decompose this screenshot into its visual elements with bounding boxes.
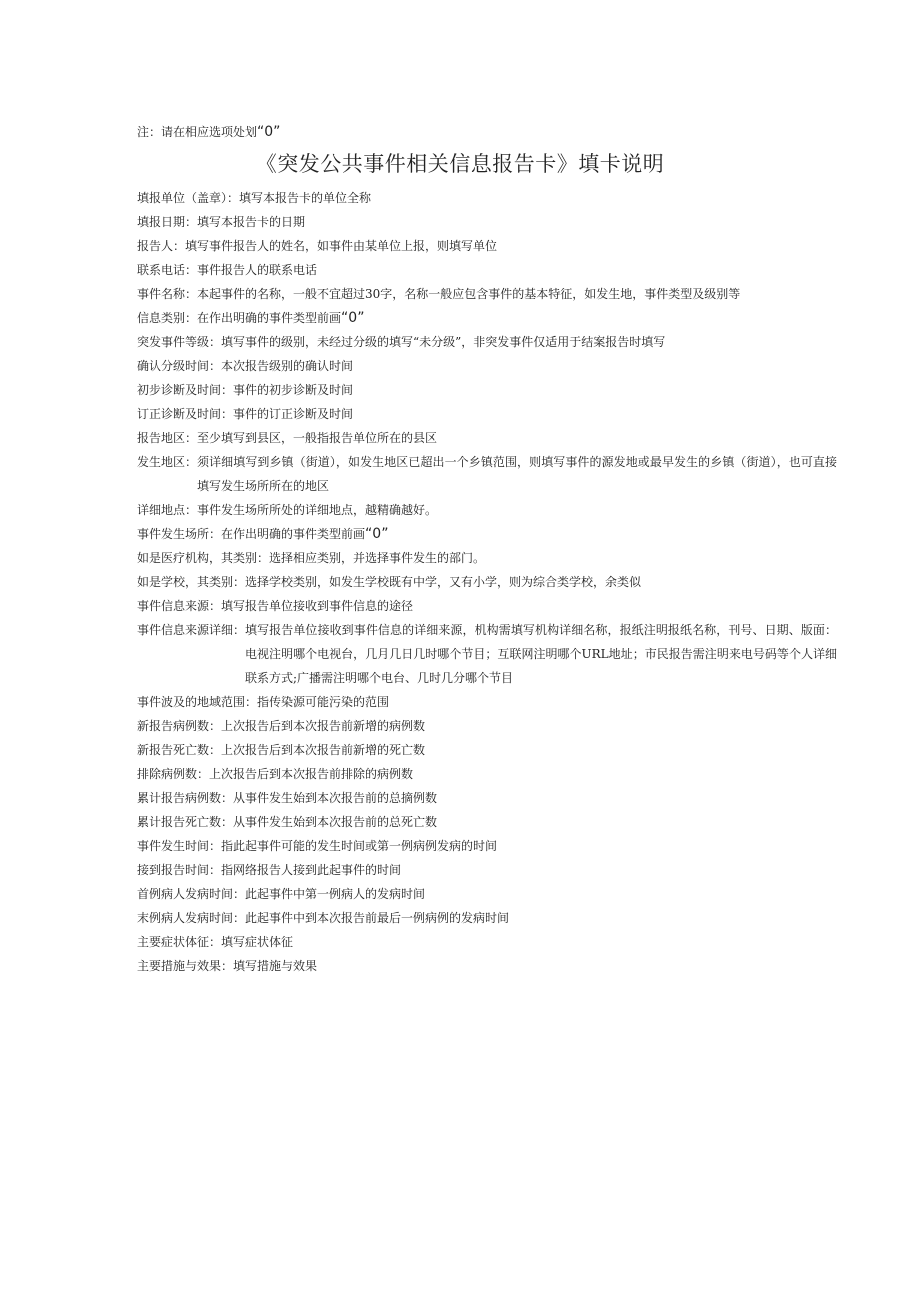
field-instructions-list bbox=[137, 186, 837, 978]
entry-occurrence-region bbox=[137, 450, 837, 498]
entry-text: 本次报告级别的确认时间 bbox=[221, 359, 354, 373]
entry-reporting-unit bbox=[137, 186, 837, 210]
entry-main-symptoms bbox=[137, 930, 837, 954]
entry-label: 详细地点： bbox=[137, 503, 198, 517]
entry-label: 填报单位（盖章）： bbox=[137, 191, 240, 205]
entry-label: 事件名称： bbox=[137, 287, 198, 301]
entry-new-cases bbox=[137, 714, 837, 738]
entry-new-deaths bbox=[137, 738, 837, 762]
entry-label: 首例病人发病时间： bbox=[137, 887, 246, 901]
entry-label: 发生地区： bbox=[137, 455, 198, 469]
entry-text: 填写报告单位接收到事件信息的途径 bbox=[221, 599, 414, 613]
entry-text: 上次报告后到本次报告前排除的病例数 bbox=[209, 767, 414, 781]
entry-last-onset-time bbox=[137, 906, 837, 930]
entry-info-source bbox=[137, 594, 837, 618]
entry-label: 报告地区： bbox=[137, 431, 198, 445]
entry-text: 填写事件的级别，未经过分级的填写“未分级”，非突发事件仅适用于结案报告时填写 bbox=[221, 335, 666, 349]
entry-cumulative-deaths bbox=[137, 810, 837, 834]
entry-event-level bbox=[137, 330, 837, 354]
entry-label: 新报告病例数： bbox=[137, 719, 222, 733]
instruction-note bbox=[137, 122, 280, 142]
entry-label: 累计报告死亡数： bbox=[137, 815, 234, 829]
entry-text: 事件发生场所所处的详细地点，越精确越好。 bbox=[197, 503, 438, 517]
instruction-note-text: 注：请在相应选项处划 bbox=[137, 125, 258, 139]
entry-label: 初步诊断及时间： bbox=[137, 383, 234, 397]
entry-revised-diagnosis bbox=[137, 402, 837, 426]
entry-cumulative-cases bbox=[137, 786, 837, 810]
entry-label: 信息类别： bbox=[137, 311, 198, 325]
entry-text: 从事件发生始到本次报告前的总摘例数 bbox=[233, 791, 438, 805]
entry-report-received-time bbox=[137, 858, 837, 882]
entry-label: 排除病例数： bbox=[137, 767, 210, 781]
entry-text: 此起事件中第一例病人的发病时间 bbox=[245, 887, 426, 901]
entry-text: 指网络报告人接到此起事件的时间 bbox=[221, 863, 402, 877]
entry-label: 主要措施与效果： bbox=[137, 959, 234, 973]
entry-text-main: 在作出明确的事件类型前画 bbox=[221, 527, 366, 541]
entry-label: 事件信息来源： bbox=[137, 599, 222, 613]
entry-text: 上次报告后到本次报告前新增的死亡数 bbox=[221, 743, 426, 757]
entry-label: 联系电话： bbox=[137, 263, 198, 277]
entry-mark: “0” bbox=[365, 526, 389, 542]
entry-text: 选择相应类别，并选择事件发生的部门。 bbox=[269, 551, 486, 565]
entry-text: 上次报告后到本次报告前新增的病例数 bbox=[221, 719, 426, 733]
entry-text: 填写报告单位接收到事件信息的详细来源，机构需填写机构详细名称，报纸注明报纸名称，刊号、日期、版面：电视注明哪个电视台，几月几日几时哪个节目；互联网注明哪个URL地址；市民报告需注明来电号码等个人详细联系方式;广播需注明哪个电台、几时几分哪个节目 bbox=[245, 623, 837, 685]
entry-medical-institution bbox=[137, 546, 837, 570]
entry-label: 订正诊断及时间： bbox=[137, 407, 234, 421]
entry-label: 突发事件等级： bbox=[137, 335, 222, 349]
entry-label: 确认分级时间： bbox=[137, 359, 222, 373]
entry-text: 填写本报告卡的日期 bbox=[197, 215, 306, 229]
entry-reporter bbox=[137, 234, 837, 258]
entry-label: 如是学校，其类别： bbox=[137, 575, 246, 589]
entry-text: 指传染源可能污染的范围 bbox=[257, 695, 390, 709]
entry-info-category bbox=[137, 306, 837, 330]
entry-report-region bbox=[137, 426, 837, 450]
entry-text: 填写事件报告人的姓名，如事件由某单位上报，则填写单位 bbox=[185, 239, 498, 253]
entry-label: 累计报告病例数： bbox=[137, 791, 234, 805]
entry-detailed-location bbox=[137, 498, 837, 522]
document-title: 《突发公共事件相关信息报告卡》填卡说明 bbox=[255, 152, 665, 176]
entry-label: 接到报告时间： bbox=[137, 863, 222, 877]
entry-text: 须详细填写到乡镇（街道），如发生地区已超出一个乡镇范围，则填写事件的源发地或最早发生的乡镇（街道），也可直接填写发生场所所在的地区 bbox=[197, 455, 837, 493]
entry-label: 主要症状体征： bbox=[137, 935, 222, 949]
entry-text: 填写措施与效果 bbox=[233, 959, 318, 973]
entry-phone bbox=[137, 258, 837, 282]
entry-label: 报告人： bbox=[137, 239, 186, 253]
entry-event-time bbox=[137, 834, 837, 858]
entry-label: 事件波及的地域范围： bbox=[137, 695, 258, 709]
entry-text-main: 在作出明确的事件类型前画 bbox=[197, 311, 342, 325]
entry-text: 指此起事件可能的发生时间或第一例病例发病的时间 bbox=[221, 839, 498, 853]
entry-text: 事件的订正诊断及时间 bbox=[233, 407, 354, 421]
entry-affected-area bbox=[137, 690, 837, 714]
entry-label: 如是医疗机构，其类别： bbox=[137, 551, 270, 565]
entry-label: 事件信息来源详细： bbox=[137, 623, 246, 637]
instruction-note-mark: “0” bbox=[257, 124, 281, 140]
entry-label: 末例病人发病时间： bbox=[137, 911, 246, 925]
entry-text: 此起事件中到本次报告前最后一例病例的发病时间 bbox=[245, 911, 510, 925]
entry-event-venue bbox=[137, 522, 837, 546]
entry-text bbox=[221, 522, 837, 546]
entry-text: 事件报告人的联系电话 bbox=[197, 263, 318, 277]
entry-label: 事件发生场所： bbox=[137, 527, 222, 541]
entry-text: 至少填写到县区，一般指报告单位所在的县区 bbox=[197, 431, 438, 445]
entry-text: 本起事件的名称，一般不宜超过30字，名称一般应包含事件的基本特征，如发生地，事件类型及级别等 bbox=[197, 287, 741, 301]
entry-label: 填报日期： bbox=[137, 215, 198, 229]
entry-text: 选择学校类别，如发生学校既有中学，又有小学，则为综合类学校，余类似 bbox=[245, 575, 642, 589]
entry-mark: “0” bbox=[341, 310, 365, 326]
entry-text bbox=[197, 306, 837, 330]
entry-text: 填写症状体征 bbox=[221, 935, 294, 949]
entry-text: 填写本报告卡的单位全称 bbox=[239, 191, 372, 205]
entry-text: 从事件发生始到本次报告前的总死亡数 bbox=[233, 815, 438, 829]
entry-event-name bbox=[137, 282, 837, 306]
entry-first-onset-time bbox=[137, 882, 837, 906]
entry-level-confirm-time bbox=[137, 354, 837, 378]
entry-text: 事件的初步诊断及时间 bbox=[233, 383, 354, 397]
entry-excluded-cases bbox=[137, 762, 837, 786]
entry-school bbox=[137, 570, 837, 594]
entry-reporting-date bbox=[137, 210, 837, 234]
entry-initial-diagnosis bbox=[137, 378, 837, 402]
entry-info-source-detail bbox=[137, 618, 837, 690]
entry-main-measures bbox=[137, 954, 837, 978]
entry-label: 新报告死亡数： bbox=[137, 743, 222, 757]
entry-label: 事件发生时间： bbox=[137, 839, 222, 853]
